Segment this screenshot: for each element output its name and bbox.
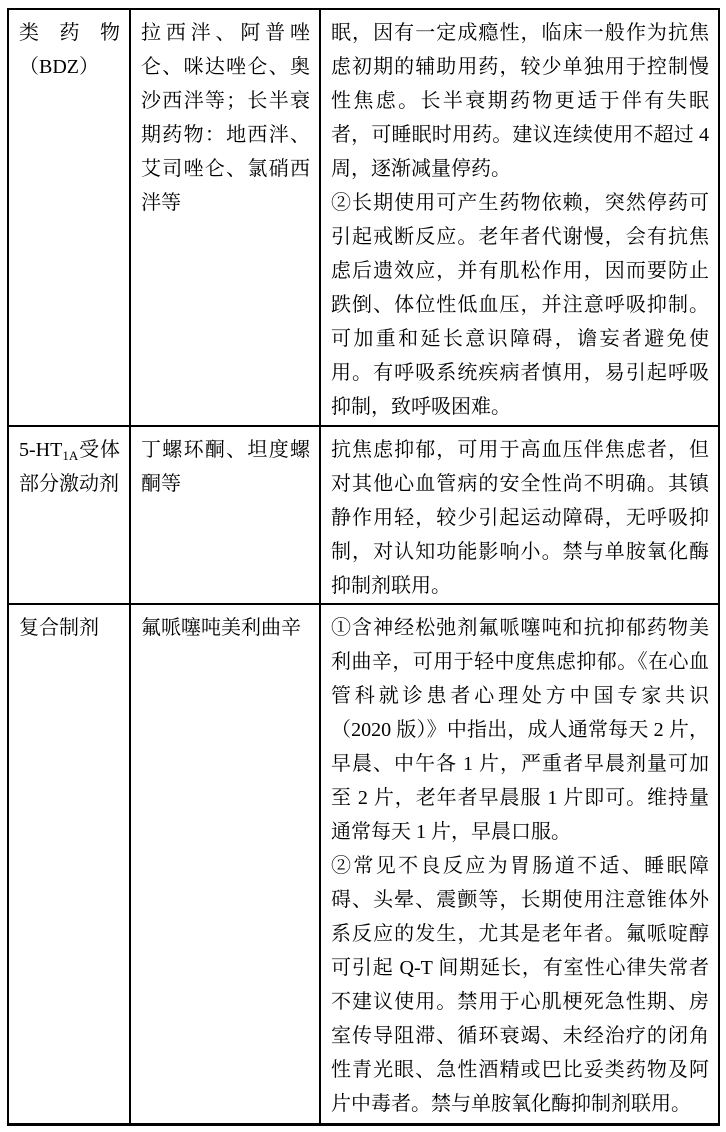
table-row-bdz	[8, 9, 719, 426]
note-paragraph: 抗焦虑抑郁，可用于高血压伴焦虑者，但对其他心血管病的安全性尚不明确。其镇静作用轻，较少引起运动障碍，无呼吸抑制，对认知功能影响小。禁与单胺氧化酶抑制剂联用。	[331, 439, 709, 597]
note-paragraph: ②长期使用可产生药物依赖，突然停药可引起戒断反应。老年者代谢慢，会有抗焦虑后遗效应，并有肌松作用，因而要防止跌倒、体位性低血压，并注意呼吸抑制。可加重和延长意识障碍，谵妄者避免使用。有呼吸系统疾病者慎用，易引起呼吸抑制，致呼吸困难。	[331, 192, 709, 418]
cell-notes-bdz	[320, 9, 719, 426]
category-label: 复合制剂	[19, 617, 99, 639]
table-row-5ht1a	[8, 426, 719, 604]
category-subscript: 1A	[62, 448, 79, 463]
cell-notes-compound	[320, 604, 719, 1124]
cell-category-5ht1a	[8, 426, 130, 604]
cell-drugs-bdz	[130, 9, 320, 426]
cell-drugs-compound	[130, 604, 320, 1124]
category-label-line: （BDZ）	[19, 56, 99, 78]
cell-category-compound	[8, 604, 130, 1124]
drug-names: 拉西泮、阿普唑仑、咪达唑仑、奥沙西泮等；长半衰期药物：地西泮、艾司唑仑、氯硝西泮等	[141, 22, 310, 214]
category-text-suffix: 受体部分激动剂	[19, 439, 120, 495]
cell-notes-5ht1a	[320, 426, 719, 604]
drug-names: 氟哌噻吨美利曲辛	[141, 617, 301, 639]
cell-category-bdz	[8, 9, 130, 426]
cell-drugs-5ht1a	[130, 426, 320, 604]
note-paragraph: ①含神经松弛剂氟哌噻吨和抗抑郁药物美利曲辛，可用于轻中度焦虑抑郁。《在心血管科就诊患者心理处方中国专家共识（2020 版）》中指出，成人通常每天 2 片，早晨、中午各 1 片，严重者早晨剂量可加至 2 片，老年者早晨服 1 片即可。维持量通常每天 1 片，早晨口服。	[331, 617, 709, 843]
note-paragraph: ②常见不良反应为胃肠道不适、睡眠障碍、头晕、震颤等，长期使用注意锥体外系反应的发生，尤其是老年者。氟哌啶醇可引起 Q-T 间期延长，有室性心律失常者不建议使用。禁用于心肌梗死急性期、房室传导阻滞、循环衰竭、未经治疗的闭角性青光眼、急性酒精或巴比妥类药物及阿片中毒者。禁与单胺氧化酶抑制剂联用。	[331, 855, 709, 1115]
table-row-compound	[8, 604, 719, 1124]
drug-comparison-table	[7, 8, 720, 1126]
category-label-line: 类 药 物	[19, 22, 120, 44]
category-label	[19, 433, 120, 501]
drug-names: 丁螺环酮、坦度螺酮等	[141, 439, 310, 495]
note-paragraph: 眠，因有一定成瘾性，临床一般作为抗焦虑初期的辅助用药，较少单独用于控制慢性焦虑。长半衰期药物更适于伴有失眠者，可睡眠时用药。建议连续使用不超过 4 周，逐渐减量停药。	[331, 22, 709, 180]
category-text-prefix: 5-HT	[19, 439, 63, 461]
